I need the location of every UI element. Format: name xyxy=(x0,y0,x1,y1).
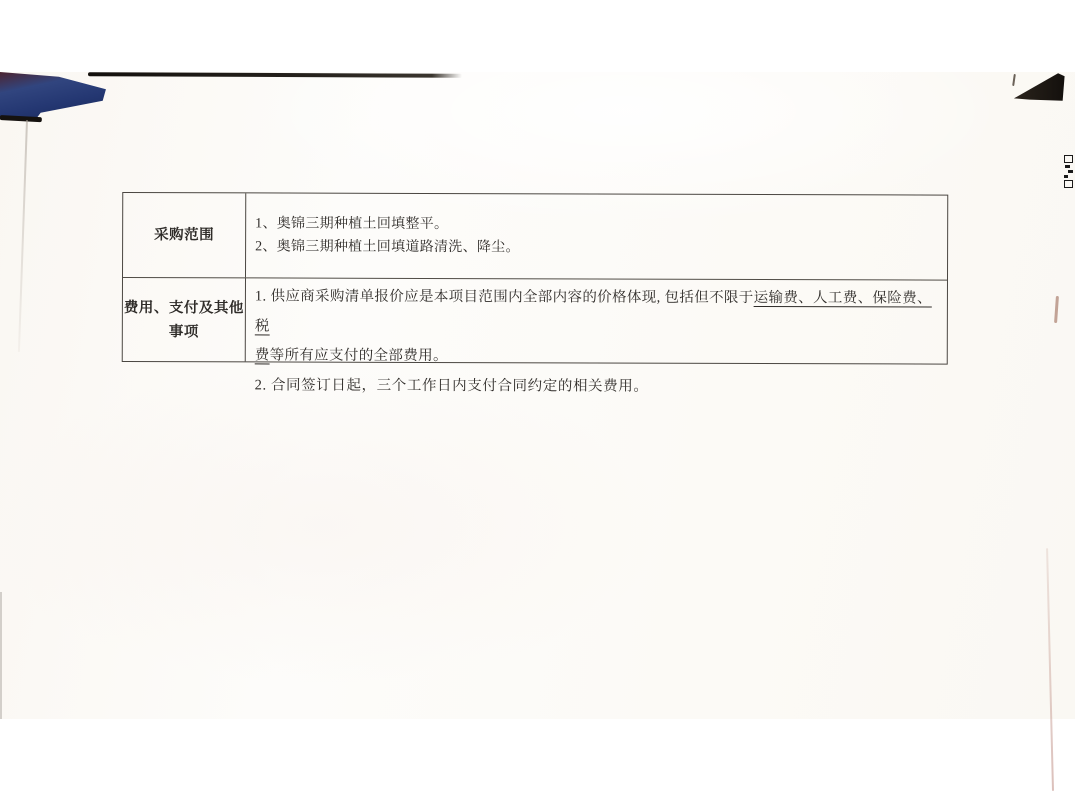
dark-blue-corner-object xyxy=(0,72,107,120)
small-stain-mark xyxy=(1054,296,1058,323)
scope-item-1: 1、奥锦三期种植土回填整平。 xyxy=(255,216,449,233)
scope-item-2: 2、奥锦三期种植土回填道路清洗、降尘。 xyxy=(255,239,520,256)
fee-clause-1 xyxy=(255,282,945,373)
row-header-label: 采购范围 xyxy=(154,227,215,244)
fee-clause-2: 2. 合同签订日起，三个工作日内支付合同约定的相关费用。 xyxy=(254,376,649,395)
scanned-paper-photo xyxy=(0,72,1075,719)
paper-corner-crease-mark xyxy=(1012,74,1016,86)
qr-module xyxy=(1068,170,1073,173)
row-header-fees-payment xyxy=(123,277,246,361)
procurement-terms-table xyxy=(122,192,949,395)
fee-clause-1-tail: 等所有应支付的全部费用。 xyxy=(269,347,448,365)
row-header-label-line2: 事项 xyxy=(168,323,199,340)
barcode-sticker-fragment-icon xyxy=(1064,155,1074,188)
qr-module xyxy=(1064,175,1068,178)
row-header-label-line1: 费用、支付及其他 xyxy=(123,299,244,316)
corner-object-shadow xyxy=(0,115,42,122)
fee-clause-1-underlined-fees-part1: 运输费、人工费、保险费、税 xyxy=(254,289,932,334)
fee-clause-1-underlined-fees-part2: 费 xyxy=(254,347,270,364)
paper-top-edge-shadow xyxy=(88,72,462,77)
row-header-procurement-scope xyxy=(123,193,246,277)
fee-clause-1-text: 1. 供应商采购清单报价应是本项目范围内全部内容的价格体现, 包括但不限于 xyxy=(254,288,754,306)
paper-crease-line xyxy=(18,120,28,352)
fees-payment-cell xyxy=(246,277,947,395)
photo-left-edge-sliver xyxy=(0,592,2,719)
qr-module xyxy=(1065,165,1070,168)
qr-finder-bottom xyxy=(1064,180,1073,188)
procurement-scope-cell xyxy=(246,193,947,279)
paper-right-edge-line xyxy=(1046,548,1054,791)
qr-finder-top xyxy=(1064,155,1073,163)
dark-background-wedge xyxy=(1010,72,1075,102)
